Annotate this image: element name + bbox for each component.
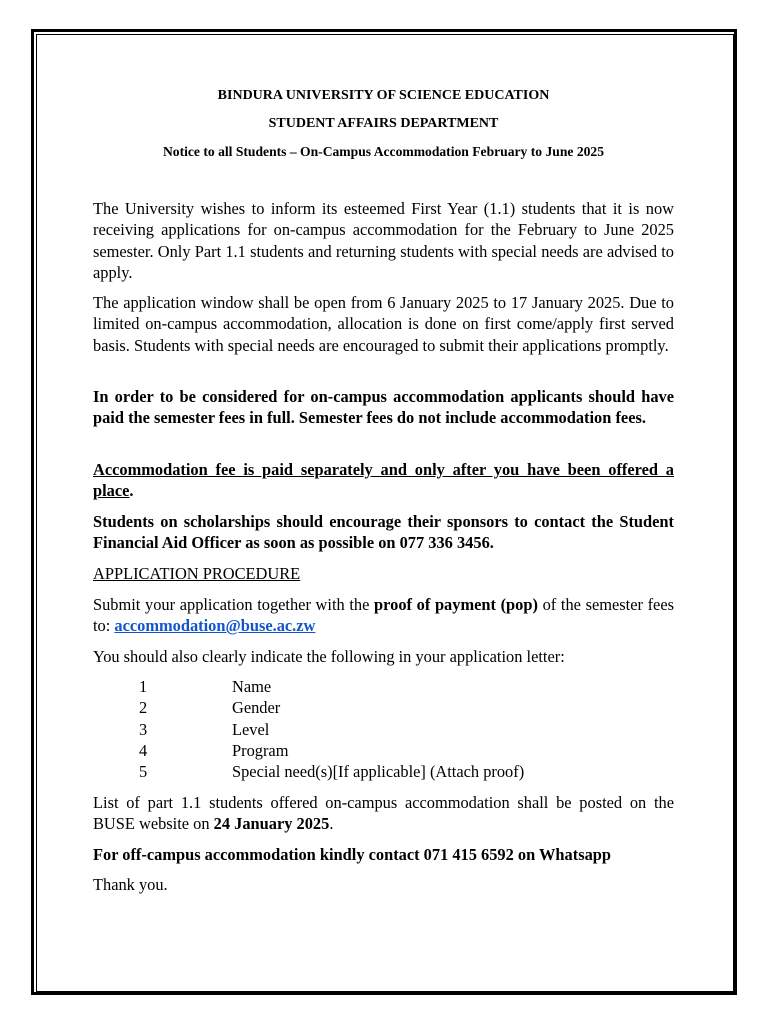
list-item-number: 5 xyxy=(139,762,148,782)
list-item-number: 4 xyxy=(139,740,148,760)
intro-paragraph: The University wishes to inform its esteemed First Year (1.1) students that it is now receiving applications for on-campus accommodation for the February to June 2025 semester. Only Part 1.1 students and returning students with special needs are advised to apply. xyxy=(93,199,674,282)
closing-text: Thank you. xyxy=(93,875,168,894)
list-posted-prefix: List of part 1.1 students offered on-campus accommodation shall be posted on the BUSE website on xyxy=(93,793,674,834)
list-item xyxy=(93,761,674,782)
notice-title: Notice to all Students – On-Campus Accommodation February to June 2025 xyxy=(162,144,605,159)
list-posted-paragraph xyxy=(93,792,674,835)
accommodation-fee-underlined: Accommodation fee is paid separately and only after you have been offered a place xyxy=(93,460,674,501)
list-item-text: Special need(s)[If applicable] (Attach proof) xyxy=(232,762,525,782)
accommodation-fee-period: . xyxy=(129,481,134,501)
required-details-list xyxy=(93,676,674,782)
list-item-text: Program xyxy=(232,740,289,760)
off-campus-contact: For off-campus accommodation kindly contact 071 415 6592 on Whatsapp xyxy=(93,845,612,864)
scholarships-paragraph: Students on scholarships should encourage their sponsors to contact the Student Financial Aid Officer as soon as possible on 077 336 3456. xyxy=(93,512,674,553)
list-item-text: Gender xyxy=(232,698,281,718)
list-posted-date: 24 January 2025 xyxy=(213,814,330,834)
department-name: STUDENT AFFAIRS DEPARTMENT xyxy=(268,116,499,131)
list-item-number: 2 xyxy=(139,698,148,718)
email-link[interactable]: accommodation@buse.ac.zw xyxy=(114,616,316,636)
list-item xyxy=(93,740,674,761)
accommodation-fee-paragraph xyxy=(93,459,674,502)
list-item xyxy=(93,697,674,718)
university-name: BINDURA UNIVERSITY OF SCIENCE EDUCATION xyxy=(217,88,550,103)
list-item-number: 3 xyxy=(139,719,148,739)
proof-of-payment-text: proof of payment (pop) xyxy=(374,595,538,614)
submit-paragraph xyxy=(93,594,674,637)
submit-prefix: Submit your application together with the xyxy=(93,595,375,614)
list-item xyxy=(93,676,674,697)
application-window-paragraph: The application window shall be open from 6 January 2025 to 17 January 2025. Due to limited on-campus accommodation, allocation is done on first come/apply first served basis. Students with special needs are encouraged to submit their applications promptly. xyxy=(93,293,674,355)
application-procedure-heading: APPLICATION PROCEDURE xyxy=(93,564,301,583)
list-item-text: Level xyxy=(232,719,270,739)
submit-middle: of the semester fees to: xyxy=(93,595,674,636)
indicate-paragraph: You should also clearly indicate the following in your application letter: xyxy=(93,647,565,666)
list-posted-period: . xyxy=(329,814,334,834)
list-item-text: Name xyxy=(232,677,272,696)
fees-notice-paragraph: In order to be considered for on-campus accommodation applicants should have paid the semester fees in full. Semester fees do not include accommodation fees. xyxy=(93,387,674,428)
list-item xyxy=(93,719,674,740)
list-item-number: 1 xyxy=(139,677,148,696)
